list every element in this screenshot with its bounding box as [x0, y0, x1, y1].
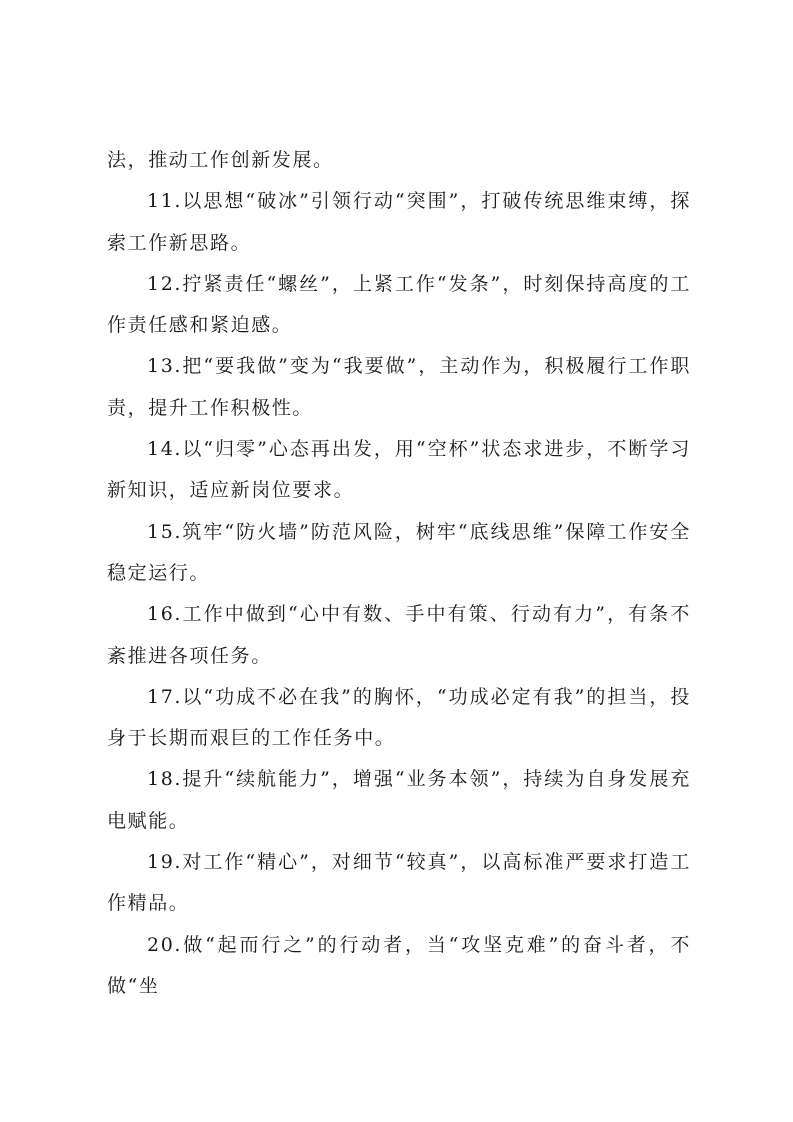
list-item-14: 14.以“归零”心态再出发，用“空杯”状态求进步，不断学习新知识，适应新岗位要求。: [107, 438, 691, 502]
list-item-18: 18.提升“续航能力”，增强“业务本领”，持续为自身发展充电赋能。: [107, 768, 691, 832]
paragraph-continuation: 法，推动工作创新发展。: [107, 149, 334, 171]
list-item-17: 17.以“功成不必在我”的胸怀，“功成必定有我”的担当，投身于长期而艰巨的工作任务中。: [107, 685, 691, 750]
list-item-12: 12.拧紧责任“螺丝”，上紧工作“发条”，时刻保持高度的工作责任感和紧迫感。: [107, 272, 691, 337]
list-item-15: 15.筑牢“防火墙”防范风险，树牢“底线思维”保障工作安全稳定运行。: [107, 520, 691, 584]
list-item-16: 16.工作中做到“心中有数、手中有策、行动有力”，有条不紊推进各项任务。: [107, 603, 691, 667]
list-item-19: 19.对工作“精心”，对细节“较真”，以高标准严要求打造工作精品。: [107, 851, 691, 915]
list-item-13: 13.把“要我做”变为“我要做”，主动作为，积极履行工作职责，提升工作积极性。: [107, 355, 691, 419]
document-body: [107, 140, 691, 1007]
list-item-11: 11.以思想“破冰”引领行动“突围”，打破传统思维束缚，探索工作新思路。: [107, 190, 691, 254]
list-item-20: 20.做“起而行之”的行动者，当“攻坚克难”的奋斗者，不做“坐: [107, 933, 691, 997]
